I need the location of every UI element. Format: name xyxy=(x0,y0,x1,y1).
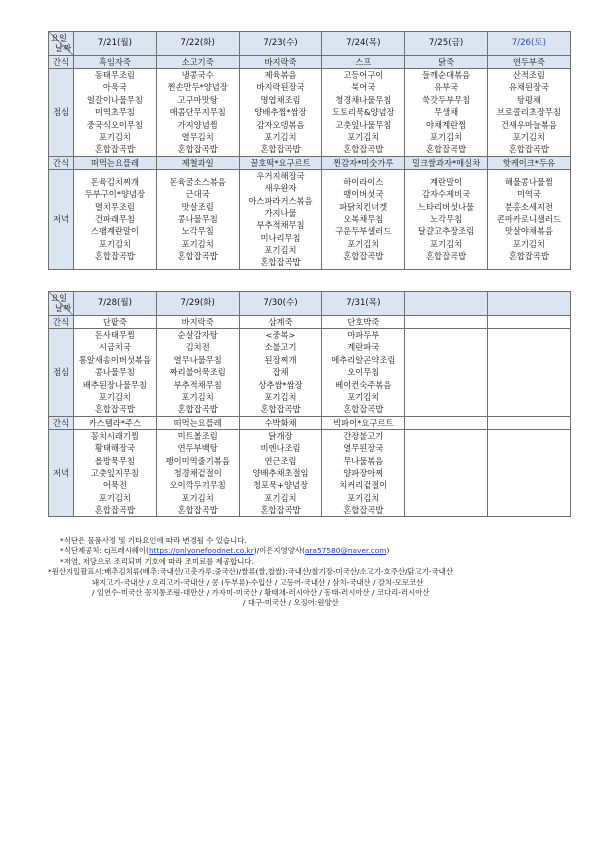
menu-item: 황태해장국 xyxy=(94,443,135,454)
dietitian-email-link[interactable]: ara57580@naver.com xyxy=(304,546,387,556)
menu-item: 가지양념찜 xyxy=(177,119,218,130)
menu-item: 시금치국 xyxy=(98,342,131,353)
menu-item: 혼합잡곡밥 xyxy=(426,251,467,262)
menu-item: 무생채 xyxy=(434,107,459,118)
menu-item: 혼합잡곡밥 xyxy=(426,144,467,155)
menu-item: 된장찌개 xyxy=(264,354,297,365)
menu-item: 혼합잡곡밥 xyxy=(177,251,218,262)
menu-item: 미역국 xyxy=(516,189,541,200)
row-label-snack: 간식 xyxy=(49,316,74,329)
morning-snack-row xyxy=(49,316,571,329)
menu-item: 포기김치 xyxy=(264,245,297,256)
lunch-cell xyxy=(487,69,570,157)
menu-item: 통알새송이버섯볶음 xyxy=(78,354,151,365)
menu-item: 포기김치 xyxy=(430,238,463,249)
empty-cell xyxy=(405,429,488,517)
menu-item: 콘마카로니샐러드 xyxy=(496,214,561,225)
menu-item: 노각무침 xyxy=(430,214,463,225)
menu-table-week2 xyxy=(48,291,571,517)
menu-item: 돈사태무찜 xyxy=(94,330,135,340)
corner-label-day: 요일 xyxy=(51,33,68,43)
row-label-snack: 간식 xyxy=(49,156,74,169)
menu-item: 잡채 xyxy=(272,367,289,378)
date-header-row xyxy=(49,292,571,316)
date-header-row xyxy=(49,32,571,56)
menu-item: 돈육김치찌개 xyxy=(90,176,139,187)
menu-item: <중복> xyxy=(265,330,296,340)
date-header-saturday: 7/26(토) xyxy=(487,32,570,56)
note-provider xyxy=(48,546,578,556)
date-header: 7/22(화) xyxy=(156,32,239,56)
menu-item: 닭개장 xyxy=(268,430,293,441)
menu-item: 혼합잡곡밥 xyxy=(94,505,135,516)
menu-item: 건새우마늘볶음 xyxy=(500,119,557,130)
menu-item: 파닭치킨너겟 xyxy=(339,201,388,212)
menu-item: 스팸계란말이 xyxy=(90,226,139,237)
menu-item: 어묵전 xyxy=(102,480,127,491)
menu-item: 건파래무침 xyxy=(94,214,135,225)
empty-cell xyxy=(405,416,488,429)
menu-item: 명엽채조림 xyxy=(260,94,301,105)
menu-item: 혼합잡곡밥 xyxy=(177,144,218,155)
dinner-cell xyxy=(156,169,239,269)
menu-item: 노각무침 xyxy=(181,226,214,237)
menu-item: 올방묵무침 xyxy=(94,455,135,466)
row-label-dinner: 저녁 xyxy=(49,429,74,517)
menu-item: 혼합잡곡밥 xyxy=(508,144,549,155)
menu-item: 탕평채 xyxy=(516,94,541,105)
snack-cell: 떠먹는요플레 xyxy=(74,156,157,169)
menu-item: 혼합잡곡밥 xyxy=(343,144,384,155)
note-provider-mid: )/이은지영양사( xyxy=(253,546,305,556)
menu-item: 포기김치 xyxy=(512,131,545,142)
menu-item: 포기김치 xyxy=(264,492,297,503)
menu-item: 북어국 xyxy=(351,82,376,93)
snack-cell: 카스텔라*주스 xyxy=(74,416,157,429)
menu-item: 상추쌈*쌈장 xyxy=(258,379,303,390)
menu-item: 계란파국 xyxy=(347,342,380,353)
menu-item: 혼합잡곡밥 xyxy=(343,251,384,262)
menu-item: 혼합잡곡밥 xyxy=(508,251,549,262)
menu-item: 포기김치 xyxy=(98,492,131,503)
menu-item: 아스파라거스볶음 xyxy=(248,195,313,206)
menu-item: 분홍소세지전 xyxy=(504,201,553,212)
menu-item: 콩나물무침 xyxy=(94,367,135,378)
snack-cell: 바지락죽 xyxy=(156,316,239,329)
menu-item: 야채계란찜 xyxy=(426,119,467,130)
menu-item: 달걀고추장조림 xyxy=(418,226,475,237)
menu-item: 구운두부샐러드 xyxy=(335,226,392,237)
menu-item: 혼합잡곡밥 xyxy=(177,404,218,415)
dinner-cell xyxy=(74,169,157,269)
menu-item: 느타리버섯나물 xyxy=(418,201,475,212)
menu-item: 청포묵+양념장 xyxy=(252,480,309,491)
menu-item: 포기김치 xyxy=(98,391,131,402)
menu-item: 포기김치 xyxy=(181,492,214,503)
snack-cell: 빅파이*요구르트 xyxy=(322,416,405,429)
menu-item: 포기김치 xyxy=(264,131,297,142)
date-header: 7/31(목) xyxy=(322,292,405,316)
menu-item: 해물콩나물찜 xyxy=(504,176,553,187)
lunch-row xyxy=(49,329,571,417)
menu-item: 근대국 xyxy=(185,189,210,200)
menu-item: 고등어구이 xyxy=(343,70,384,80)
note-origin-4: / 대구-미국산 / 오징어:원양산 xyxy=(243,598,339,608)
menu-item: 포기김치 xyxy=(181,238,214,249)
menu-item: 순살감자탕 xyxy=(177,330,218,340)
footnotes xyxy=(48,536,578,609)
menu-item: 포기김치 xyxy=(347,492,380,503)
snack-cell: 스프 xyxy=(322,56,405,69)
corner-header xyxy=(49,32,74,56)
menu-item: 청경채겉절이 xyxy=(173,467,222,478)
date-header: 7/21(월) xyxy=(74,32,157,56)
afternoon-snack-row xyxy=(49,156,571,169)
snack-cell: 삼계죽 xyxy=(239,316,322,329)
date-header: 7/30(수) xyxy=(239,292,322,316)
menu-item: 팽이미역줄기볶음 xyxy=(165,455,230,466)
menu-item: 고구마맛탕 xyxy=(177,94,218,105)
note-menu-change: *식단은 물품사정 및 기타요인에 따라 변경될 수 있습니다. xyxy=(60,536,247,545)
empty-cell xyxy=(487,416,570,429)
menu-item: 포기김치 xyxy=(98,131,131,142)
lunch-cell xyxy=(405,69,488,157)
menu-item: 혼합잡곡밥 xyxy=(343,404,384,415)
menu-item: 미역초무침 xyxy=(94,107,135,118)
provider-link[interactable]: https://onlyonefoodnet.co.kr xyxy=(148,546,254,556)
menu-item: 혼합잡곡밥 xyxy=(260,144,301,155)
lunch-cell xyxy=(239,69,322,157)
corner-label-day: 요일 xyxy=(51,293,68,303)
menu-item: 열무김치 xyxy=(181,131,214,142)
menu-item: 쑥갓두부무침 xyxy=(422,94,471,105)
lunch-cell xyxy=(156,329,239,417)
dinner-row xyxy=(49,169,571,269)
lunch-cell xyxy=(74,69,157,157)
empty-cell xyxy=(405,329,488,417)
menu-item: 김치전 xyxy=(185,342,210,353)
menu-item: 중국식오이무침 xyxy=(86,119,143,130)
menu-item: 양파장아찌 xyxy=(343,467,384,478)
menu-item: 동태무조림 xyxy=(94,70,135,80)
menu-item: 간장불고기 xyxy=(343,430,384,441)
menu-item: 꽁치시래기찜 xyxy=(90,430,139,441)
menu-item: 열무된장국 xyxy=(343,443,384,454)
empty-header xyxy=(487,292,570,316)
corner-label-date: 날짜 xyxy=(55,303,72,313)
menu-item: 가지나물 xyxy=(264,207,297,218)
menu-item: 미나리무침 xyxy=(260,232,301,243)
menu-item: 도토리묵&양념장 xyxy=(332,107,395,118)
menu-item: 하이라이스 xyxy=(343,176,384,187)
dinner-cell xyxy=(405,169,488,269)
menu-item: 치커리겉절이 xyxy=(339,480,388,491)
lunch-row xyxy=(49,69,571,157)
empty-cell xyxy=(405,316,488,329)
note-provider-prefix: *식단제공처: cj프레시웨이( xyxy=(60,546,149,556)
menu-item: 아욱국 xyxy=(102,82,127,93)
menu-item: 포기김치 xyxy=(430,131,463,142)
date-header: 7/29(화) xyxy=(156,292,239,316)
menu-item: 들깨순대볶음 xyxy=(422,70,471,80)
date-header: 7/25(금) xyxy=(405,32,488,56)
menu-item: 포기김치 xyxy=(347,391,380,402)
snack-cell: 수박화채 xyxy=(239,416,322,429)
menu-item: 청경채나물무침 xyxy=(335,94,392,105)
note-origin: *원산지일괄표시:배추김치류(배추:국내산/고춧가루:중국산)/쌀류(쌀,찹쌀):국내산/찰기장-미국산/소고기-호주산/닭고기-국내산 xyxy=(48,567,453,577)
note-origin-2: 돼지고기-국내산 / 오리고기-국내산 / 콩 (두부류)-수입산 / 고등어-국내산 / 삼치-국내산 / 갈치-모로코산 xyxy=(92,577,424,587)
menu-item: 베이컨숙주볶음 xyxy=(335,379,392,390)
menu-item: 팽이버섯국 xyxy=(343,189,384,200)
dinner-cell xyxy=(322,169,405,269)
menu-item: 돈육굴소스볶음 xyxy=(169,176,226,187)
menu-item: 양배추채초절임 xyxy=(252,467,309,478)
snack-cell: 꿀호떡*요구르트 xyxy=(239,156,322,169)
note-provider-suffix: ) xyxy=(386,546,390,556)
menu-item: 브로콜리초장무침 xyxy=(496,107,561,118)
note-low-salt: *저염, 저당으로 조리되며 기호에 따라 조미료를 제공합니다. xyxy=(60,556,254,566)
menu-item: 포기김치 xyxy=(347,238,380,249)
lunch-cell xyxy=(74,329,157,417)
menu-item: 소불고기 xyxy=(264,342,297,353)
dinner-row xyxy=(49,429,571,517)
menu-item: 두부구이*양념장 xyxy=(84,189,146,200)
row-label-snack: 간식 xyxy=(49,416,74,429)
menu-item: 포기김치 xyxy=(512,238,545,249)
note-origin-3: / 임연수-미국산 꽁치통조림-대만산 / 가자미-미국산 / 황태채-러시아산 / 동태-러시아산 / 코다리-러시아산 xyxy=(92,588,430,598)
dinner-cell xyxy=(239,169,322,269)
date-header: 7/24(목) xyxy=(322,32,405,56)
menu-item: 멸치무조림 xyxy=(94,201,135,212)
menu-item: 포기김치 xyxy=(264,391,297,402)
menu-item: 콩나물무침 xyxy=(177,214,218,225)
dinner-cell xyxy=(156,429,239,517)
menu-item: 감자수제비국 xyxy=(422,189,471,200)
lunch-cell xyxy=(322,329,405,417)
menu-item: 양배추찜*쌈장 xyxy=(254,107,307,118)
menu-item: 마파두부 xyxy=(347,330,380,340)
empty-cell xyxy=(487,329,570,417)
row-label-lunch: 점심 xyxy=(49,329,74,417)
menu-item: 포기김치 xyxy=(181,391,214,402)
menu-item: 메추리알곤약조림 xyxy=(331,354,396,365)
snack-cell: 제철과일 xyxy=(156,156,239,169)
row-label-lunch: 점심 xyxy=(49,69,74,157)
snack-cell: 떠먹는요플레 xyxy=(156,416,239,429)
menu-item: 혼합잡곡밥 xyxy=(260,404,301,415)
menu-item: 오이무침 xyxy=(347,367,380,378)
menu-item: 포기김치 xyxy=(347,131,380,142)
date-header: 7/28(월) xyxy=(74,292,157,316)
morning-snack-row xyxy=(49,56,571,69)
snack-cell: 바지락죽 xyxy=(239,56,322,69)
row-label-dinner: 저녁 xyxy=(49,169,74,269)
menu-item: 유부국 xyxy=(434,82,459,93)
menu-item: 혼합잡곡밥 xyxy=(260,505,301,516)
empty-cell xyxy=(487,429,570,517)
snack-cell: 단팥죽 xyxy=(74,316,157,329)
dinner-cell xyxy=(74,429,157,517)
menu-item: 바지락된장국 xyxy=(256,82,305,93)
snack-cell: 핫케이크*두유 xyxy=(487,156,570,169)
corner-header xyxy=(49,292,74,316)
dinner-cell xyxy=(239,429,322,517)
lunch-cell xyxy=(239,329,322,417)
menu-item: 찐손만두*양념장 xyxy=(167,82,228,93)
menu-item: 오이깍두기무침 xyxy=(169,480,226,491)
menu-table-week1 xyxy=(48,31,571,270)
menu-item: 짜리불어묵조림 xyxy=(169,367,226,378)
menu-item: 새우완자 xyxy=(264,183,297,194)
menu-item: 얼갈이나물무침 xyxy=(86,94,143,105)
corner-label-date: 날짜 xyxy=(55,43,72,53)
empty-header xyxy=(405,292,488,316)
menu-item: 혼합잡곡밥 xyxy=(260,257,301,268)
afternoon-snack-row xyxy=(49,416,571,429)
menu-item: 맛살야채볶음 xyxy=(504,226,553,237)
menu-item: 무나물볶음 xyxy=(343,455,384,466)
menu-item: 배추된장나물무침 xyxy=(82,379,147,390)
menu-item: 감자오뎅볶음 xyxy=(256,119,305,130)
menu-item: 혼합잡곡밥 xyxy=(177,505,218,516)
menu-item: 연두부백탕 xyxy=(177,443,218,454)
menu-item: 제육볶음 xyxy=(264,70,297,80)
menu-item: 계란말이 xyxy=(430,176,463,187)
menu-item: 혼합잡곡밥 xyxy=(94,251,135,262)
menu-item: 미트볼조림 xyxy=(177,430,218,441)
menu-item: 매콤단무지무침 xyxy=(169,107,226,118)
menu-item: 냉콩국수 xyxy=(181,70,214,80)
menu-item: 연근조림 xyxy=(264,455,297,466)
snack-cell: 찐감자*미숫가루 xyxy=(322,156,405,169)
menu-item: 부추적채무침 xyxy=(173,379,222,390)
menu-item: 혼합잡곡밥 xyxy=(94,144,135,155)
menu-item: 고춧잎지무침 xyxy=(90,467,139,478)
menu-item: 우거지해장국 xyxy=(256,170,305,181)
snack-cell: 흑임자죽 xyxy=(74,56,157,69)
menu-item: 열무나물무침 xyxy=(173,354,222,365)
menu-item: 맛살조림 xyxy=(181,201,214,212)
row-label-snack: 간식 xyxy=(49,56,74,69)
menu-item: 산적조림 xyxy=(512,70,545,80)
menu-item: 포기김치 xyxy=(98,238,131,249)
menu-item: 고춧잎나물무침 xyxy=(335,119,392,130)
menu-item: 혼합잡곡밥 xyxy=(343,505,384,516)
dinner-cell xyxy=(487,169,570,269)
menu-item: 혼합잡곡밥 xyxy=(94,404,135,415)
snack-cell: 닭죽 xyxy=(405,56,488,69)
dinner-cell xyxy=(322,429,405,517)
lunch-cell xyxy=(156,69,239,157)
date-header: 7/23(수) xyxy=(239,32,322,56)
snack-cell: 연두부죽 xyxy=(487,56,570,69)
snack-cell: 소고기죽 xyxy=(156,56,239,69)
empty-cell xyxy=(487,316,570,329)
snack-cell: 밀크쌀과자*매실차 xyxy=(405,156,488,169)
lunch-cell xyxy=(322,69,405,157)
menu-item: 부추적채무침 xyxy=(256,220,305,231)
menu-item: 오복채무침 xyxy=(343,214,384,225)
menu-item: 비엔나조림 xyxy=(260,443,301,454)
menu-item: 유채된장국 xyxy=(508,82,549,93)
snack-cell: 단호박죽 xyxy=(322,316,405,329)
